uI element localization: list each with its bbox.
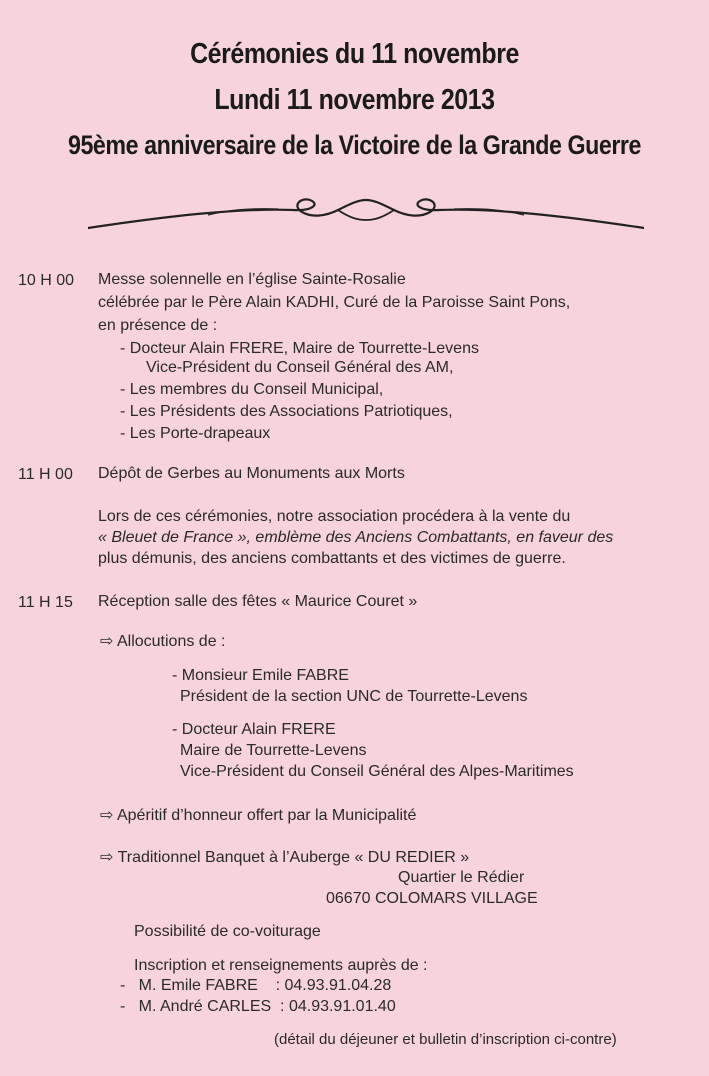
mass-line: Messe solennelle en l’église Sainte-Rosalie — [98, 271, 406, 288]
address-line-2: 06670 COLOMARS VILLAGE — [326, 890, 538, 907]
contact-fabre: - M. Emile FABRE : 04.93.91.04.28 — [120, 977, 392, 994]
bleuet-line-1: Lors de ces cérémonies, notre association procédera à la vente du — [98, 508, 571, 525]
speaker-fabre-title: Président de la section UNC de Tourrette-Levens — [180, 688, 528, 705]
carpool-line: Possibilité de co-voiturage — [134, 923, 321, 940]
footnote: (détail du déjeuner et bulletin d’inscription ci-contre) — [274, 1031, 617, 1048]
time-10h00: 10 H 00 — [18, 272, 75, 289]
celebrant-line: célébrée par le Père Alain KADHI, Curé de la Paroisse Saint Pons, — [98, 294, 571, 311]
speaker-fabre: - Monsieur Emile FABRE — [172, 667, 349, 684]
speaker-frere: - Docteur Alain FRERE — [172, 721, 336, 738]
reception-line: Réception salle des fêtes « Maurice Couret » — [98, 593, 418, 610]
aperitif-line: ⇨ Apéritif d’honneur offert par la Municipalité — [100, 807, 417, 824]
title-date: Lundi 11 novembre 2013 — [214, 84, 495, 116]
speaker-frere-title-1: Maire de Tourrette-Levens — [180, 742, 367, 759]
address-line-1: Quartier le Rédier — [398, 869, 525, 886]
title-ceremonies: Cérémonies du 11 novembre — [190, 38, 519, 70]
title-anniversary: 95ème anniversaire de la Victoire de la Grande Guerre — [67, 130, 642, 160]
registration-line: Inscription et renseignements auprès de : — [134, 957, 428, 974]
bleuet-line-2: « Bleuet de France », emblème des Anciens Combattants, en faveur des — [98, 529, 614, 546]
speaker-frere-title-2: Vice-Président du Conseil Général des Alpes-Maritimes — [180, 763, 574, 780]
contact-carles: - M. André CARLES : 04.93.91.01.40 — [120, 998, 396, 1015]
wreath-line: Dépôt de Gerbes au Monuments aux Morts — [98, 465, 405, 482]
guest-council: - Les membres du Conseil Municipal, — [120, 381, 384, 398]
presence-line: en présence de : — [98, 317, 218, 334]
guest-associations: - Les Présidents des Associations Patriotiques, — [120, 403, 453, 420]
guest-flagbearers: - Les Porte-drapeaux — [120, 425, 271, 442]
time-11h00: 11 H 00 — [18, 466, 73, 483]
flourish-divider-icon — [88, 196, 644, 232]
allocutions-heading: ⇨ Allocutions de : — [100, 633, 226, 650]
guest-mayor: - Docteur Alain FRERE, Maire de Tourrette-Levens — [120, 340, 479, 357]
time-11h15: 11 H 15 — [18, 594, 73, 611]
bleuet-line-3: plus démunis, des anciens combattants et des victimes de guerre. — [98, 550, 566, 567]
banquet-line: ⇨ Traditionnel Banquet à l’Auberge « DU REDIER » — [100, 849, 470, 866]
guest-mayor-title: Vice-Président du Conseil Général des AM, — [146, 359, 454, 376]
